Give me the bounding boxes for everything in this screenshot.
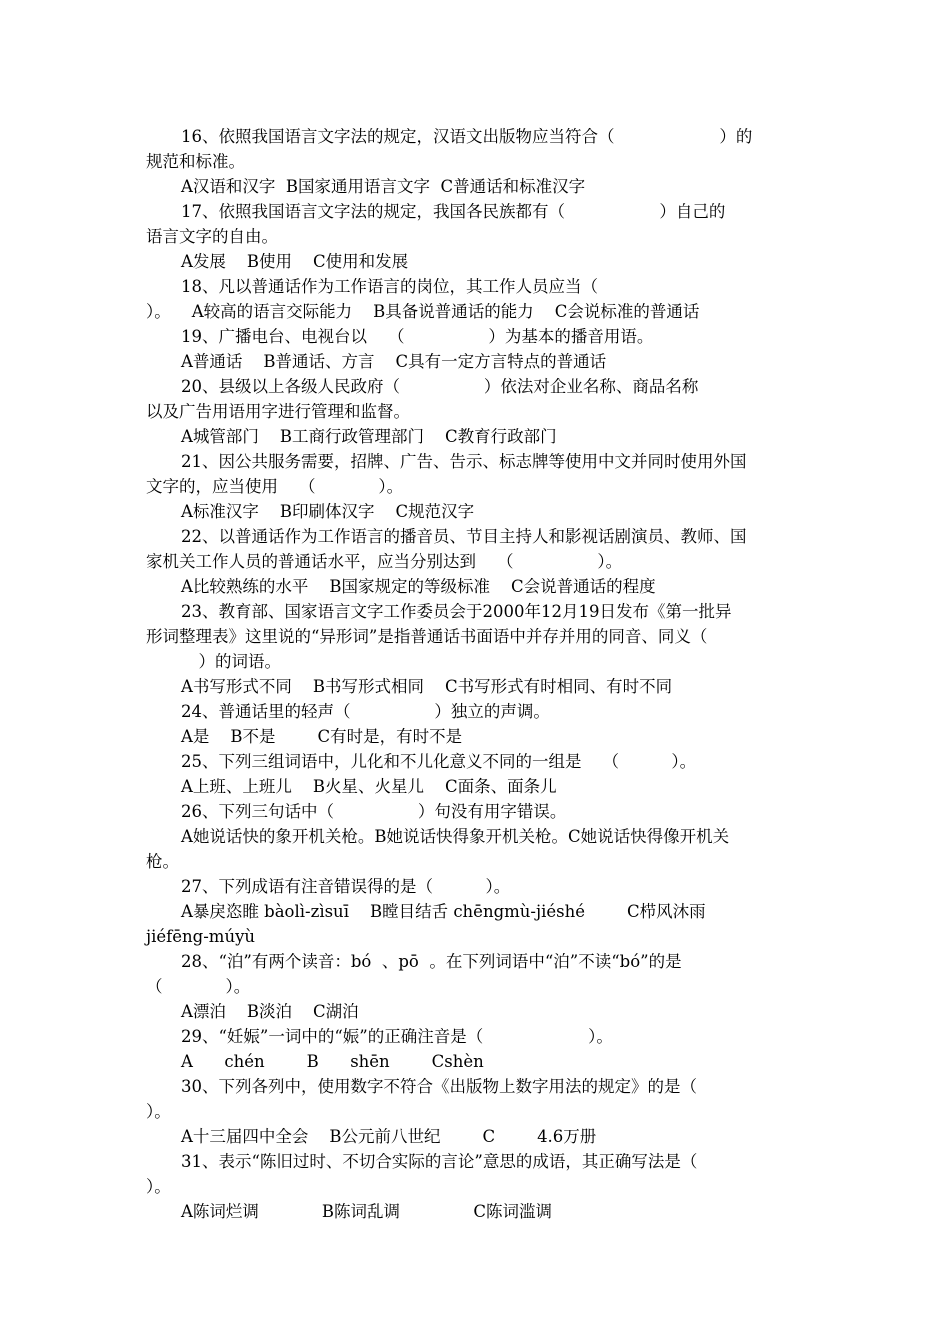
question-30-line-1: 30、下列各列中，使用数字不符合《出版物上数字用法的规定》的是（: [181, 1077, 697, 1096]
question-16-line-2: 规范和标准。: [146, 152, 245, 171]
question-17-line-1: 17、依照我国语言文字法的规定，我国各民族都有（ ）自己的: [181, 202, 726, 221]
question-26-options: A她说话快的象开机关枪。B她说话快得象开机关枪。C她说话快得像开机关: [181, 827, 730, 846]
question-22-line-2: 家机关工作人员的普通话水平，应当分别达到 （ ）。: [146, 552, 623, 571]
question-26-line-1: 26、下列三句话中（ ）句没有用字错误。: [181, 802, 567, 821]
question-29-options: A chén B shēn Cshèn: [181, 1052, 484, 1071]
question-19-line-1: 19、广播电台、电视台以 （ ）为基本的播音用语。: [181, 327, 654, 346]
question-16-line-1: 16、依照我国语言文字法的规定，汉语文出版物应当符合（ ）的: [181, 127, 753, 146]
question-31-line-1: 31、表示“陈旧过时、不切合实际的言论”意思的成语，其正确写法是（: [181, 1152, 698, 1171]
question-30-line-2: ）。: [146, 1102, 171, 1121]
question-28-options: A漂泊 B淡泊 C湖泊: [181, 1002, 359, 1021]
question-28-line-2: （ ）。: [146, 977, 251, 996]
question-28-line-1: 28、“泊”有两个读音：bó 、pō 。在下列词语中“泊”不读“bó”的是: [181, 952, 682, 971]
question-24-options: A是 B不是 C有时是，有时不是: [181, 727, 463, 746]
question-31-line-2: ）。: [146, 1177, 171, 1196]
question-24-line-1: 24、普通话里的轻声（ ）独立的声调。: [181, 702, 550, 721]
question-21-options: A标准汉字 B印刷体汉字 C规范汉字: [181, 502, 475, 521]
question-20-line-2: 以及广告用语用字进行管理和监督。: [146, 402, 410, 421]
question-31-options: A陈词烂调 B陈词乱调 C陈词滥调: [181, 1202, 553, 1221]
question-25-options: A上班、上班儿 B火星、火星儿 C面条、面条儿: [181, 777, 557, 796]
question-21-line-2: 文字的，应当使用 （ ）。: [146, 477, 404, 496]
question-17-options: A发展 B使用 C使用和发展: [181, 252, 409, 271]
question-23-line-3: ）的词语。: [146, 652, 281, 671]
question-17-line-2: 语言文字的自由。: [146, 227, 278, 246]
question-20-line-1: 20、县级以上各级人民政府（ ）依法对企业名称、商品名称: [181, 377, 699, 396]
question-23-line-2: 形词整理表》这里说的“异形词”是指普通话书面语中并存并用的同音、同义（: [146, 627, 708, 646]
question-22-options: A比较熟练的水平 B国家规定的等级标准 C会说普通话的程度: [181, 577, 656, 596]
question-23-options: A书写形式不同 B书写形式相同 C书写形式有时相同、有时不同: [181, 677, 673, 696]
question-16-options: A汉语和汉字 B国家通用语言文字 C普通话和标准汉字: [181, 177, 586, 196]
question-18-line-2: ）。 A较高的语言交际能力 B具备说普通话的能力 C会说标准的普通话: [146, 302, 700, 321]
question-22-line-1: 22、以普通话作为工作语言的播音员、节目主持人和影视话剧演员、教师、国: [181, 527, 747, 546]
question-18-line-1: 18、凡以普通话作为工作语言的岗位，其工作人员应当（: [181, 277, 598, 296]
question-27-options-cont: jiéfēng-múyù: [146, 927, 256, 946]
question-21-line-1: 21、因公共服务需要，招牌、广告、告示、标志牌等使用中文并同时使用外国: [181, 452, 747, 471]
question-26-options-cont: 枪。: [146, 852, 179, 871]
question-29-line-1: 29、“妊娠”一词中的“娠”的正确注音是（ ）。: [181, 1027, 613, 1046]
question-30-options: A十三届四中全会 B公元前八世纪 C 4.6万册: [181, 1127, 597, 1146]
question-27-line-1: 27、下列成语有注音错误得的是（ ）。: [181, 877, 511, 896]
question-27-options: A暴戾恣睢 bàolì-zìsuī B瞠目结舌 chēngmù-jiéshé C栉风沐雨: [181, 902, 706, 921]
question-23-line-1: 23、教育部、国家语言文字工作委员会于2000年12月19日发布《第一批异: [181, 602, 732, 621]
question-20-options: A城管部门 B工商行政管理部门 C教育行政部门: [181, 427, 557, 446]
question-19-options: A普通话 B普通话、方言 C具有一定方言特点的普通话: [181, 352, 607, 371]
question-25-line-1: 25、下列三组词语中，儿化和不儿化意义不同的一组是 （ ）。: [181, 752, 697, 771]
